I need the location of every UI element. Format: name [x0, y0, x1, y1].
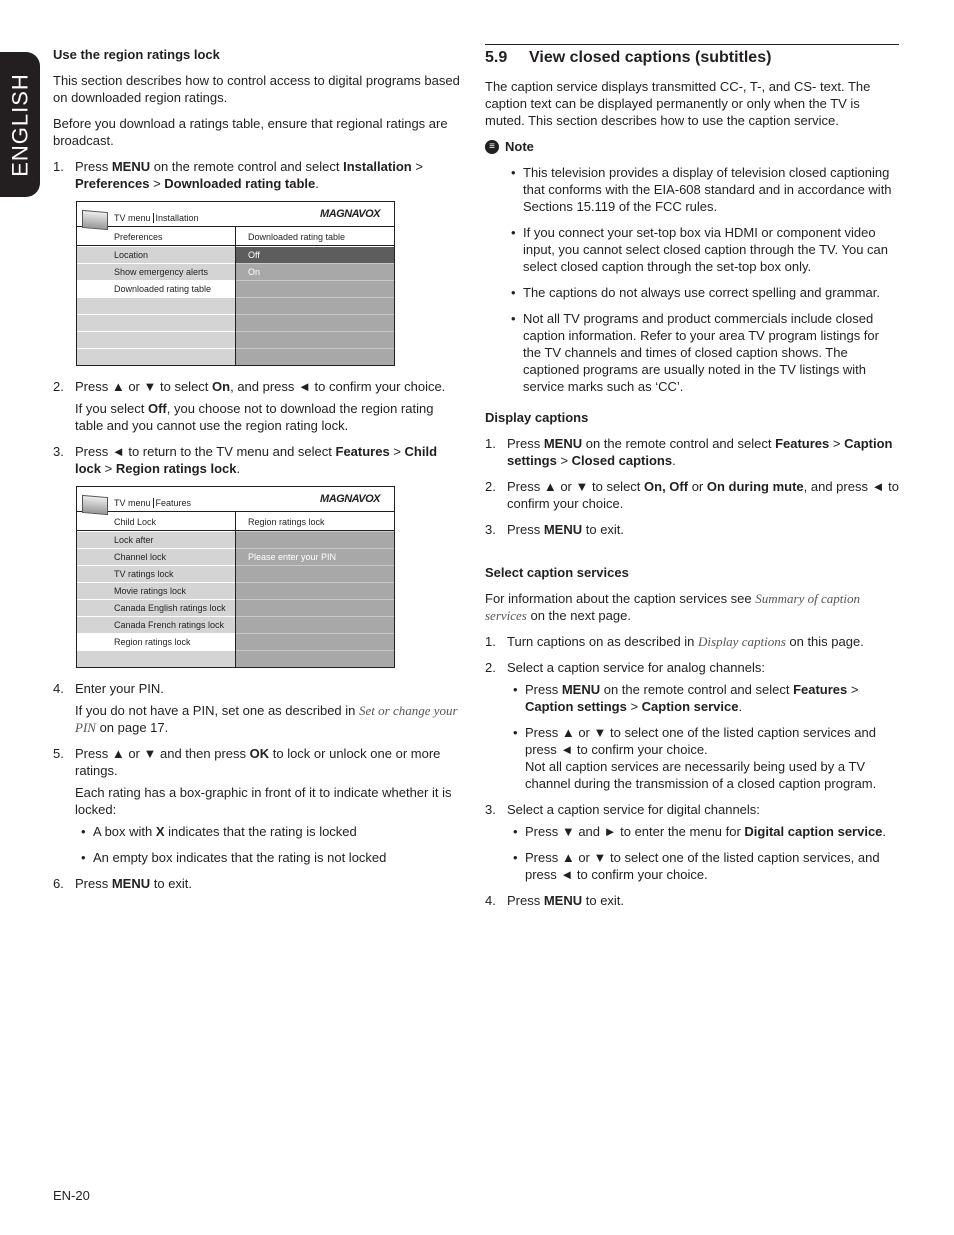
section-title: View closed captions (subtitles)	[529, 49, 772, 66]
menu-item[interactable]: Movie ratings lock	[77, 582, 235, 599]
section-header	[485, 44, 899, 66]
step-text: Press MENU to exit.	[75, 876, 193, 891]
menu-right-header: Region ratings lock	[236, 512, 394, 531]
option-item	[236, 582, 394, 599]
option-item	[236, 650, 394, 667]
option-item[interactable]	[236, 331, 394, 348]
step-number: 2.	[485, 479, 496, 494]
option-item	[236, 599, 394, 616]
menu-item[interactable]	[77, 314, 235, 331]
pin-prompt[interactable]: Please enter your PIN	[236, 548, 394, 565]
menu-item[interactable]	[77, 650, 235, 667]
step-number: 5.	[53, 746, 64, 761]
note-item: • The captions do not always use correct spelling and grammar.	[511, 285, 880, 300]
menu-item[interactable]: Canada French ratings lock	[77, 616, 235, 633]
menu-item[interactable]	[77, 297, 235, 314]
step-2-detail: If you select Off, you choose not to download the region rating table and you cannot use the region rating lock.	[75, 401, 434, 433]
tv-menu-installation	[76, 201, 395, 366]
menu-left-list	[77, 227, 236, 365]
display-step-1: 1. Press MENU on the remote control and select Features > Caption settings > Closed captions.	[485, 436, 893, 468]
step-6	[53, 875, 463, 892]
bullet-unlocked: • An empty box indicates that the rating is not locked	[81, 850, 387, 865]
region-ratings-heading: Use the region ratings lock	[53, 47, 220, 62]
substep-bullet: • Press ▼ and ► to enter the menu for Digital caption service.	[513, 824, 887, 839]
menu-item[interactable]: Location	[77, 246, 235, 263]
substep-bullet: • Press MENU on the remote control and select Features > Caption settings > Caption service.	[513, 682, 859, 714]
step-number: 1.	[485, 634, 496, 649]
step-number: 3.	[485, 522, 496, 537]
tv-menu-header	[77, 487, 394, 512]
option-item[interactable]	[236, 348, 394, 365]
magnavox-logo: MAGNAVOX	[320, 208, 380, 220]
step-4	[53, 680, 463, 736]
option-item-highlighted[interactable]: Off	[236, 246, 394, 263]
caption-intro: The caption service displays transmitted CC-, T-, and CS- text. The caption text can be displayed permanently or only when the TV is muted. This section describes how to use the caption service.	[485, 79, 871, 128]
menu-item-selected[interactable]: Region ratings lock	[77, 633, 235, 650]
left-column	[53, 46, 463, 901]
select-step-4: 4. Press MENU to exit.	[485, 893, 625, 908]
cross-reference: Summary of caption services	[485, 591, 860, 623]
cross-reference: Display captions	[698, 634, 786, 649]
substep-bullet: • Press ▲ or ▼ to select one of the listed caption services and press ◄ to confirm your choice. Not all caption services are necessarily being used by a TV channel during the transmission of a closed caption program.	[513, 725, 877, 791]
step-2	[53, 378, 463, 434]
step-number: 3.	[53, 444, 64, 459]
menu-item[interactable]	[77, 348, 235, 365]
tv-icon	[82, 495, 108, 515]
menu-item[interactable]: TV ratings lock	[77, 565, 235, 582]
select-intro: For information about the caption services see Summary of caption services on the next page.	[485, 591, 860, 623]
step-text: Press ▲ or ▼ and then press OK to lock or unlock one or more ratings.	[75, 746, 441, 778]
step-number: 2.	[485, 660, 496, 675]
step-5-detail: Each rating has a box-graphic in front of it to indicate whether it is locked:	[75, 785, 452, 817]
tv-menu-header	[77, 202, 394, 227]
step-number: 4.	[485, 893, 496, 908]
display-captions-heading: Display captions	[485, 410, 589, 425]
select-services-heading: Select caption services	[485, 565, 629, 580]
breadcrumb: TV menu Features	[114, 498, 192, 508]
menu-item[interactable]: Canada English ratings lock	[77, 599, 235, 616]
step-1	[53, 158, 463, 192]
step-number: 6.	[53, 876, 64, 891]
breadcrumb: TV menu Installation	[114, 213, 199, 223]
select-step-3: 3. Select a caption service for digital channels: • Press ▼ and ► to enter the menu for Digital caption service. • Press ▲ or ▼ to select one of the listed caption services, and press ◄ to confirm your choice.	[485, 801, 899, 883]
option-item[interactable]: On	[236, 263, 394, 280]
option-item	[236, 565, 394, 582]
tv-icon	[82, 210, 108, 230]
bullet-locked: • A box with X indicates that the rating is locked	[81, 824, 357, 839]
step-number: 4.	[53, 681, 64, 696]
menu-right-list	[236, 512, 394, 667]
note-item: • This television provides a display of television closed captioning that conforms with the EIA-608 standard and in accordance with Sections 15.119 of the FCC rules.	[511, 165, 892, 214]
option-item[interactable]	[236, 297, 394, 314]
display-step-2: 2. Press ▲ or ▼ to select On, Off or On during mute, and press ◄ to confirm your choice.	[485, 479, 899, 511]
section-number: 5.9	[485, 49, 508, 66]
right-column	[485, 44, 899, 918]
option-item	[236, 616, 394, 633]
option-item[interactable]	[236, 314, 394, 331]
menu-right-list	[236, 227, 394, 365]
step-number: 2.	[53, 379, 64, 394]
page-number: EN-20	[53, 1188, 90, 1203]
note-item: • If you connect your set-top box via HDMI or component video input, you cannot select closed caption through the TV. You can select closed caption through the set-top box only.	[511, 225, 888, 274]
step-number: 1.	[485, 436, 496, 451]
intro-paragraph-2: Before you download a ratings table, ensure that regional ratings are broadcast.	[53, 116, 448, 148]
option-item[interactable]	[236, 280, 394, 297]
language-tab-label: ENGLISH	[7, 72, 33, 177]
option-item	[236, 633, 394, 650]
menu-item[interactable]: Show emergency alerts	[77, 263, 235, 280]
note-heading: ≡ Note	[485, 138, 899, 155]
intro-paragraph: This section describes how to control access to digital programs based on downloaded region ratings.	[53, 73, 460, 105]
menu-item[interactable]: Lock after	[77, 531, 235, 548]
step-5	[53, 745, 463, 866]
step-number: 3.	[485, 802, 496, 817]
note-icon: ≡	[485, 140, 499, 154]
language-tab	[0, 52, 40, 197]
step-text: Press ▲ or ▼ to select On, and press ◄ to confirm your choice.	[75, 379, 446, 394]
step-text: Press ◄ to return to the TV menu and select Features > Child lock > Region ratings lock.	[75, 444, 438, 476]
menu-left-list	[77, 512, 236, 667]
cross-reference: Set or change your PIN	[75, 703, 458, 735]
display-step-3: 3. Press MENU to exit.	[485, 522, 625, 537]
menu-left-header: Child Lock	[77, 512, 235, 531]
select-step-2: 2. Select a caption service for analog channels: • Press MENU on the remote control and select Features > Caption settings > Caption service. • Press ▲ or ▼ to select one of the listed caption services and press ◄ to confirm your choice. Not all caption services are necessarily being used by a TV channel during the transmission of a closed caption program.	[485, 659, 899, 792]
step-number: 1.	[53, 159, 64, 174]
note-item: • Not all TV programs and product commercials include closed caption information. Refer to your area TV program listings for the TV channels and times of closed caption shows. The captioned programs are usually noted in the TV listings with service marks such as ‘CC’.	[511, 311, 879, 394]
select-step-1: 1. Turn captions on as described in Display captions on this page.	[485, 634, 864, 649]
substep-bullet: • Press ▲ or ▼ to select one of the listed caption services, and press ◄ to confirm your choice.	[513, 850, 880, 882]
step-text: Press MENU on the remote control and select Installation > Preferences > Downloaded rating table.	[75, 159, 423, 191]
option-item	[236, 531, 394, 548]
menu-item[interactable]	[77, 331, 235, 348]
magnavox-logo: MAGNAVOX	[320, 493, 380, 505]
tv-menu-child-lock	[76, 486, 395, 668]
note-list	[485, 164, 899, 395]
menu-right-header: Downloaded rating table	[236, 227, 394, 246]
step-text: Enter your PIN.	[75, 681, 164, 696]
menu-item-selected[interactable]: Downloaded rating table	[77, 280, 235, 297]
step-4-detail: If you do not have a PIN, set one as described in Set or change your PIN on page 17.	[75, 703, 458, 735]
menu-left-header: Preferences	[77, 227, 235, 246]
step-3	[53, 443, 463, 477]
menu-item[interactable]: Channel lock	[77, 548, 235, 565]
